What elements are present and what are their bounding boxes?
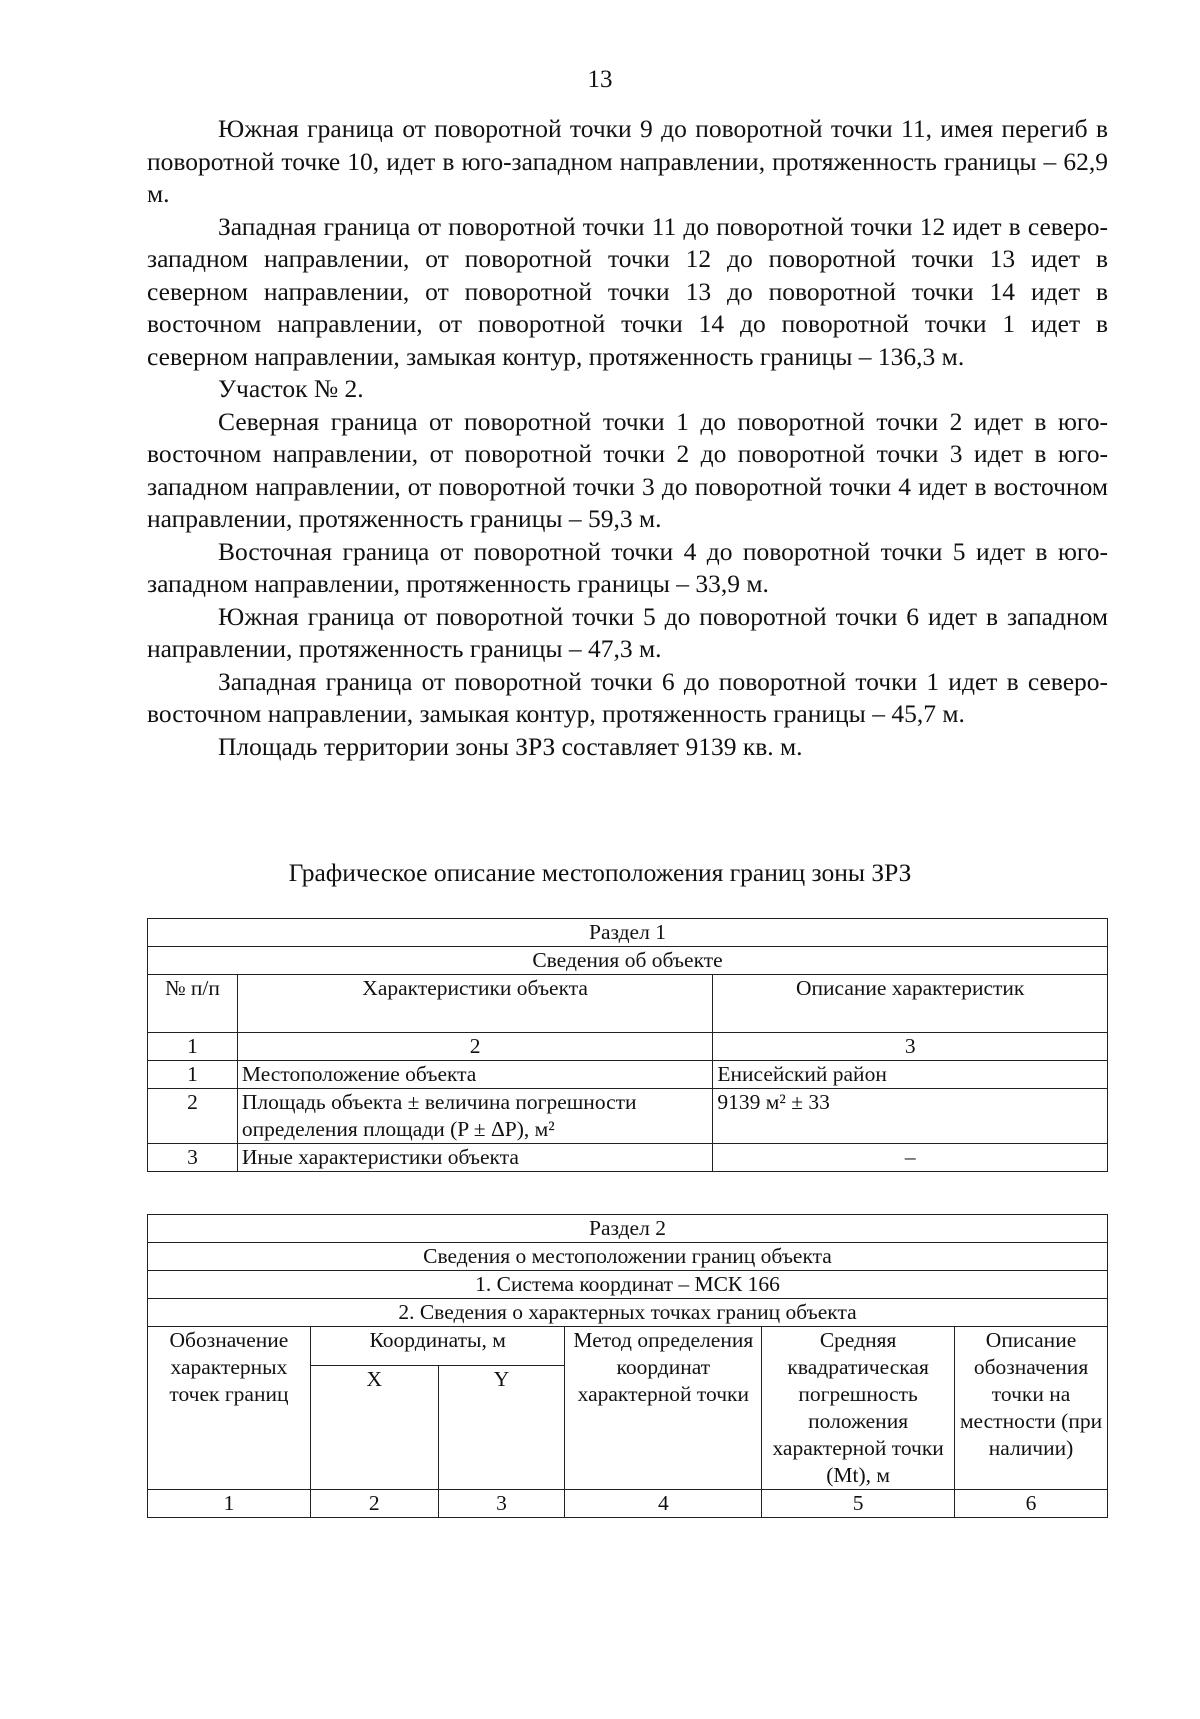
- table1-title: Раздел 1: [148, 919, 1108, 947]
- header-x: X: [310, 1366, 438, 1490]
- points-title: 2. Сведения о характерных точках границ объекта: [148, 1299, 1108, 1327]
- table1-subtitle: Сведения об объекте: [148, 947, 1108, 975]
- row-value: –: [713, 1144, 1108, 1172]
- section-1-table: [147, 918, 1108, 1172]
- paragraph: Северная граница от поворотной точки 1 до поворотной точки 2 идет в юго-восточном направлении, от поворотной точки 2 до поворотной точки 3 идет в юго-западном направлении, от поворотной точки 3 до поворотной точки 4 идет в восточном направлении, протяженность границы – 59,3 м.: [147, 406, 1108, 533]
- row-value: Енисейский район: [713, 1061, 1108, 1089]
- body-text: [147, 113, 1108, 763]
- table2-subtitle: Сведения о местоположении границ объекта: [148, 1243, 1108, 1271]
- header-error: Средняя квадратическая погрешность положения характерной точки (Mt), м: [762, 1327, 955, 1490]
- table1-col-number: 3: [713, 1033, 1108, 1061]
- table-row: [148, 1089, 1108, 1144]
- header-y: Y: [438, 1366, 565, 1490]
- row-number: 2: [148, 1089, 238, 1144]
- table1-col-number: 1: [148, 1033, 238, 1061]
- table2-col-number: 5: [762, 1490, 955, 1518]
- section-title: Графическое описание местоположения границ зоны ЗРЗ: [288, 858, 912, 887]
- row-number: 1: [148, 1061, 238, 1089]
- section-2-table: [147, 1214, 1108, 1518]
- table2-col-number: 1: [148, 1490, 311, 1518]
- row-number: 3: [148, 1144, 238, 1172]
- table1-col-number: 2: [237, 1033, 713, 1061]
- header-method: Метод определения координат характерной точки: [565, 1327, 762, 1490]
- row-value: 9139 м² ± 33: [713, 1089, 1108, 1144]
- paragraph: Западная граница от поворотной точки 11 до поворотной точки 12 идет в северо-западном направлении, от поворотной точки 12 до поворотной точки 13 идет в северном направлении, от поворотной точки 13 до поворотной точки 14 идет в восточном направлении, от поворотной точки 14 до поворотной точки 1 идет в северном направлении, замыкая контур, протяженность границы – 136,3 м.: [147, 211, 1108, 371]
- paragraph: Западная граница от поворотной точки 6 до поворотной точки 1 идет в северо-восточном направлении, замыкая контур, протяженность границы – 45,7 м.: [147, 666, 1108, 728]
- table1-header-number: № п/п: [148, 975, 238, 1033]
- table-row: [148, 1144, 1108, 1172]
- row-name: Площадь объекта ± величина погрешности определения площади (P ± ΔP), м²: [237, 1089, 713, 1144]
- table2-col-number: 3: [438, 1490, 565, 1518]
- row-name: Иные характеристики объекта: [237, 1144, 713, 1172]
- page-number: 13: [587, 66, 613, 93]
- row-name: Местоположение объекта: [237, 1061, 713, 1089]
- paragraph: Восточная граница от поворотной точки 4 до поворотной точки 5 идет в юго-западном направлении, протяженность границы – 33,9 м.: [147, 536, 1108, 598]
- table2-title: Раздел 2: [148, 1215, 1108, 1243]
- table1-header-description: Описание характеристик: [713, 975, 1108, 1033]
- table2-col-number: 4: [565, 1490, 762, 1518]
- table1-header-characteristic: Характеристики объекта: [237, 975, 713, 1033]
- coordinate-system: 1. Система координат – МСК 166: [148, 1271, 1108, 1299]
- header-designation: Обозначение характерных точек границ: [148, 1327, 311, 1490]
- table2-col-number: 2: [310, 1490, 438, 1518]
- header-description: Описание обозначения точки на местности (при наличии): [955, 1327, 1108, 1490]
- paragraph: Площадь территории зоны ЗРЗ составляет 9139 кв. м.: [218, 731, 803, 761]
- paragraph: Участок № 2.: [218, 374, 364, 403]
- table-row: [148, 1061, 1108, 1089]
- table2-col-number: 6: [955, 1490, 1108, 1518]
- paragraph: Южная граница от поворотной точки 9 до поворотной точки 11, имея перегиб в поворотной точке 10, идет в юго-западном направлении, протяженность границы – 62,9 м.: [147, 114, 1108, 208]
- header-coordinates: Координаты, м: [310, 1327, 565, 1366]
- paragraph: Южная граница от поворотной точки 5 до поворотной точки 6 идет в западном направлении, протяженность границы – 47,3 м.: [147, 601, 1108, 663]
